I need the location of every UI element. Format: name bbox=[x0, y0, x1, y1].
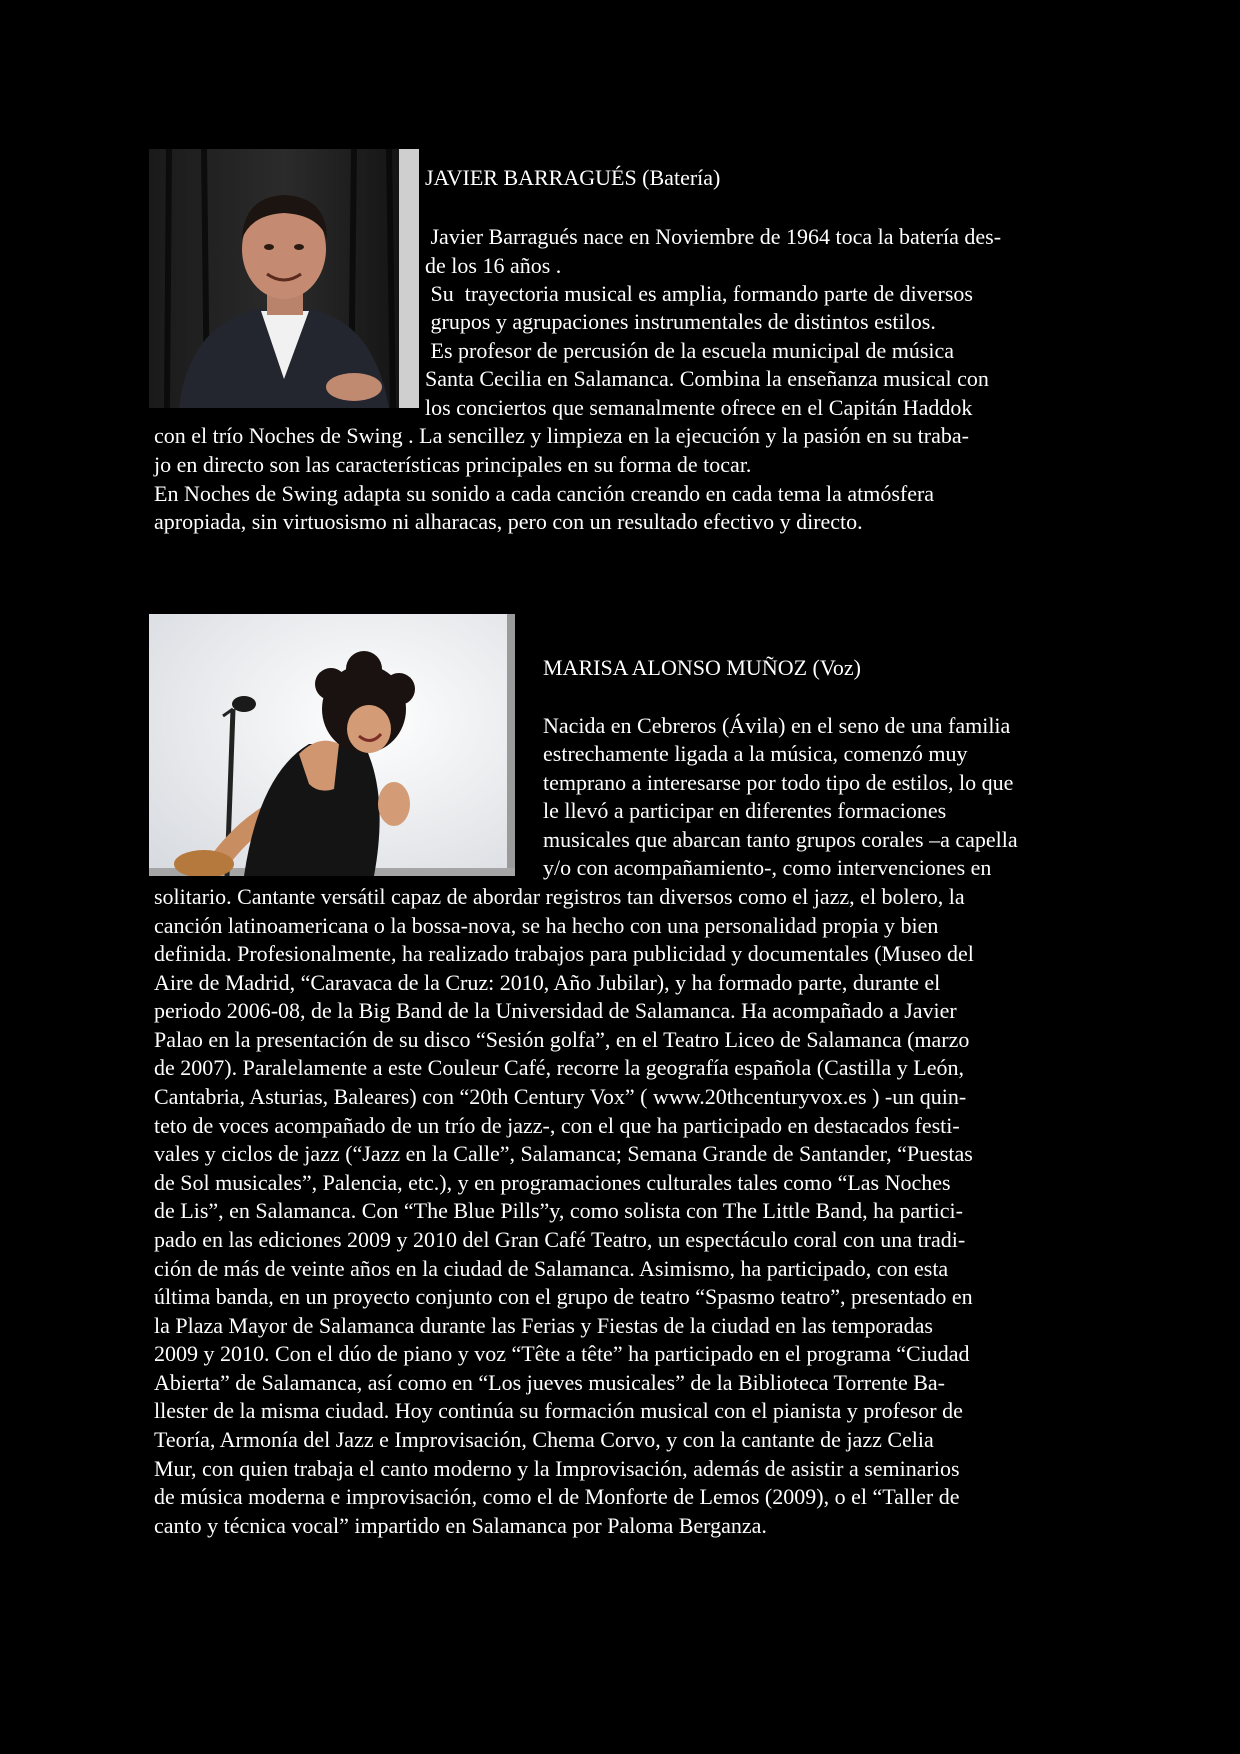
bio-line: le llevó a participar en diferentes formaciones bbox=[543, 798, 947, 823]
bio-line: y/o con acompañamiento-, como intervenciones en bbox=[543, 855, 992, 880]
bio-line: Palao en la presentación de su disco “Sesión golfa”, en el Teatro Liceo de Salamanca (marzo bbox=[154, 1027, 970, 1052]
bio-line: de Lis”, en Salamanca. Con “The Blue Pills”y, como solista con The Little Band, ha partici- bbox=[154, 1198, 963, 1223]
bio-line: de 2007). Paralelamente a este Couleur Café, recorre la geografía española (Castilla y León, bbox=[154, 1055, 964, 1080]
bio-line: de los 16 años . bbox=[425, 253, 562, 278]
bio-line: la Plaza Mayor de Salamanca durante las Ferias y Fiestas de la ciudad en las temporadas bbox=[154, 1313, 933, 1338]
bio-line: de Sol musicales”, Palencia, etc.), y en programaciones culturales tales como “Las Noches bbox=[154, 1170, 951, 1195]
bio-line: temprano a interesarse por todo tipo de estilos, lo que bbox=[543, 770, 1014, 795]
bio-line: solitario. Cantante versátil capaz de abordar registros tan diversos como el jazz, el bolero, la bbox=[154, 884, 965, 909]
bio-line: definida. Profesionalmente, ha realizado trabajos para publicidad y documentales (Museo del bbox=[154, 941, 974, 966]
bio-line: En Noches de Swing adapta su sonido a cada canción creando en cada tema la atmósfera bbox=[154, 481, 935, 506]
bio-line: Cantabria, Asturias, Baleares) con “20th Century Vox” ( www.20thcenturyvox.es ) -un quin- bbox=[154, 1084, 967, 1109]
bio-line: estrechamente ligada a la música, comenzó muy bbox=[543, 741, 968, 766]
bio-line: jo en directo son las características principales en su forma de tocar. bbox=[154, 452, 752, 477]
bio-line: de música moderna e improvisación, como el de Monforte de Lemos (2009), o el “Taller de bbox=[154, 1484, 960, 1509]
bio-line: con el trío Noches de Swing . La sencillez y limpieza en la ejecución y la pasión en su traba- bbox=[154, 423, 969, 448]
bio-line: Mur, con quien trabaja el canto moderno y la Improvisación, además de asistir a seminarios bbox=[154, 1456, 960, 1481]
bio-line: vales y ciclos de jazz (“Jazz en la Calle”, Salamanca; Semana Grande de Santander, “Puestas bbox=[154, 1141, 973, 1166]
bio-line: 2009 y 2010. Con el dúo de piano y voz “Tête a tête” ha participado en el programa “Ciudad bbox=[154, 1341, 970, 1366]
bio-line: Teoría, Armonía del Jazz e Improvisación, Chema Corvo, y con la cantante de jazz Celia bbox=[154, 1427, 934, 1452]
bio-line: teto de voces acompañado de un trío de jazz-, con el que ha participado en destacados festi- bbox=[154, 1113, 960, 1138]
marisa-singer-photo bbox=[149, 614, 515, 876]
bio-line: los conciertos que semanalmente ofrece en el Capitán Haddok bbox=[425, 395, 973, 420]
bio-line: ción de más de veinte años en la ciudad de Salamanca. Asimismo, ha participado, con esta bbox=[154, 1256, 949, 1281]
bio-heading: JAVIER BARRAGUÉS (Batería) bbox=[425, 165, 721, 190]
bio-line: grupos y agrupaciones instrumentales de distintos estilos. bbox=[425, 309, 936, 334]
bio-line: canto y técnica vocal” impartido en Salamanca por Paloma Berganza. bbox=[154, 1513, 767, 1538]
javier-portrait-photo bbox=[149, 149, 419, 408]
bio-line: Nacida en Cebreros (Ávila) en el seno de una familia bbox=[543, 713, 1011, 738]
bio-line: musicales que abarcan tanto grupos corales –a capella bbox=[543, 827, 1018, 852]
bio-line: Su trayectoria musical es amplia, formando parte de diversos bbox=[425, 281, 973, 306]
bio-line: Javier Barragués nace en Noviembre de 1964 toca la batería des- bbox=[425, 224, 1002, 249]
bio-line: periodo 2006-08, de la Big Band de la Universidad de Salamanca. Ha acompañado a Javier bbox=[154, 998, 957, 1023]
bio-line: canción latinoamericana o la bossa-nova, se ha hecho con una personalidad propia y bien bbox=[154, 913, 939, 938]
bio-line: Aire de Madrid, “Caravaca de la Cruz: 2010, Año Jubilar), y ha formado parte, durante el bbox=[154, 970, 941, 995]
bio-line: llester de la misma ciudad. Hoy continúa su formación musical con el pianista y profesor de bbox=[154, 1398, 963, 1423]
bio-line: última banda, en un proyecto conjunto con el grupo de teatro “Spasmo teatro”, presentado en bbox=[154, 1284, 973, 1309]
bio-line: pado en las ediciones 2009 y 2010 del Gran Café Teatro, un espectáculo coral con una tradi- bbox=[154, 1227, 966, 1252]
bio-line: Santa Cecilia en Salamanca. Combina la enseñanza musical con bbox=[425, 366, 989, 391]
bio-line: Abierta” de Salamanca, así como en “Los jueves musicales” de la Biblioteca Torrente Ba- bbox=[154, 1370, 945, 1395]
bio-line: apropiada, sin virtuosismo ni alharacas, pero con un resultado efectivo y directo. bbox=[154, 509, 863, 534]
bio-heading: MARISA ALONSO MUÑOZ (Voz) bbox=[543, 655, 862, 680]
bio-line: Es profesor de percusión de la escuela municipal de música bbox=[425, 338, 955, 363]
